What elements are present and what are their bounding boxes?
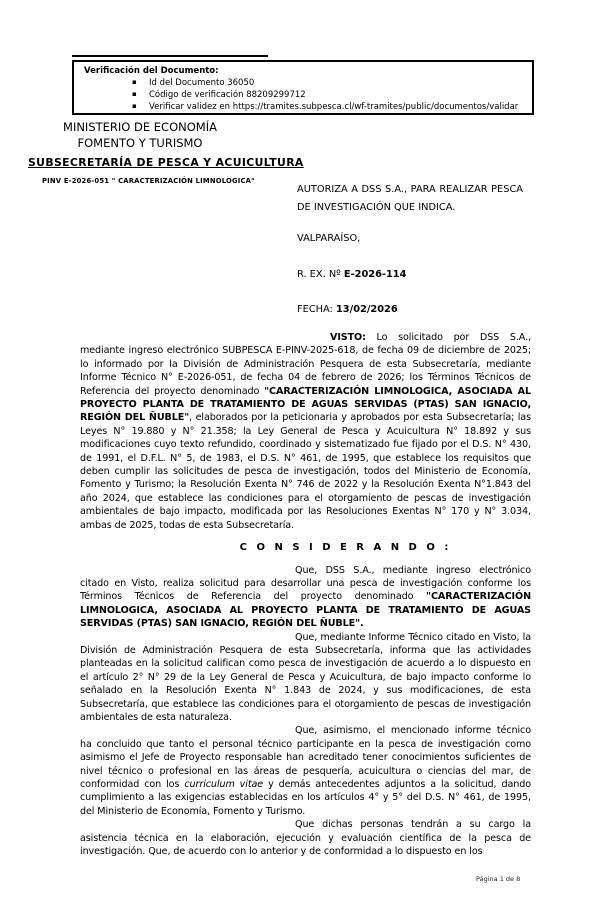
ministry-header <box>36 119 244 151</box>
subsecretaria-title: SUBSECRETARÍA DE PESCA Y ACUICULTURA <box>28 156 304 169</box>
resolution-subject: AUTORIZA A DSS S.A., PARA REALIZAR PESCA DE INVESTIGACIÓN QUE INDICA. <box>297 184 523 213</box>
verification-box <box>72 60 534 115</box>
top-rule-line <box>72 55 268 57</box>
verification-item-id-text: Id del Documento 36050 <box>149 78 255 88</box>
verification-item-url <box>132 101 524 113</box>
ministry-line2: FOMENTO Y TURISMO <box>77 136 203 150</box>
verification-item-id <box>132 77 524 89</box>
bullet-square-icon: ▪ <box>132 78 137 86</box>
ministry-line1: MINISTERIO DE ECONOMÍA <box>63 120 217 134</box>
considerando-paragraph-4: Que dichas personas tendrán a su cargo la asistencia técnica en la elaboración, ejecución y evaluación científica de la pesca de investigación. Que, de acuerdo con lo anterior y de conformidad a lo dispuesto en los <box>80 819 531 858</box>
project-reference: PINV E-2026-051 " CARACTERIZACIÓN LIMNOLOGICA" <box>42 177 255 185</box>
bullet-square-icon: ▪ <box>132 90 137 98</box>
resolution-number-label: R. EX. Nº <box>297 269 344 280</box>
document-body <box>80 331 531 858</box>
visto-paragraph: VISTO: Lo solicitado por DSS S.A., mediante ingreso electrónico SUBPESCA E-PINV-2025-618, de fecha 09 de diciembre de 2025; lo informado por la División de Administración Pesquera de esta Subsecretaría, mediante Informe Técnico N° E-2026-051, de fecha 04 de febrero de 2026; los Términos Técnicos de Referencia del proyecto denominado "CARACTERIZACIÓN LIMNOLOGICA, ASOCIADA AL PROYECTO PLANTA DE TRATAMIENTO DE AGUAS SERVIDAS (PTAS) SAN IGNACIO, REGIÓN DEL ÑUBLE", elaborados por la peticionaria y aprobados por esta Subsecretaría; las Leyes N° 19.880 y N° 21.358; la Ley General de Pesca y Acuicultura N° 18.892 y sus modificaciones cuyo texto refundido, coordinado y sistematizado fue fijado por el D.S. N° 430, de 1991, el D.F.L. N° 5, de 1983, el D.S. N° 461, de 1995, que establece los requisitos que deben cumplir las solicitudes de pesca de investigación, todos del Ministerio de Economía, Fomento y Turismo; la Resolución Exenta N° 746 de 2022 y la Resolución Exenta N°1.843 del año 2024, que establece las condiciones para el otorgamiento de pescas de investigación ambientales de bajo impacto, modificada por las Resoluciones Exentas N° 170 y N° 3.034, ambas de 2025, todas de esta Subsecretaría. <box>80 332 531 531</box>
verification-item-code <box>132 89 524 101</box>
verification-url-text: Verificar validez en https://tramites.subpesca.cl/wf-tramites/public/documentos/validar <box>149 102 519 112</box>
considerando-paragraph-2: Que, mediante Informe Técnico citado en Visto, la División de Administración Pesquera de esta Subsecretaría, informa que las actividades planteadas en la solicitud califican como pesca de investigación de acuerdo a lo dispuesto en el artículo 2° N° 29 de la Ley General de Pesca y Acuicultura, de bajo impacto conforme lo señalado en la Resolución Exenta N° 1.843 de 2024, y sus modificaciones, de esta Subsecretaría, que establece las condiciones para el otorgamiento de pescas de investigación ambientales de esta naturaleza. <box>80 631 531 723</box>
considerando-paragraph-1: Que, DSS S.A., mediante ingreso electrónico citado en Visto, realiza solicitud para desarrollar una pesca de investigación conforme los Términos Técnicos de Referencia del proyecto denominado "CARACTERIZACIÓN LIMNOLOGICA, ASOCIADA AL PROYECTO PLANTA DE TRATAMIENTO DE AGUAS SERVIDAS (PTAS) SAN IGNACIO, REGIÓN DEL ÑUBLE". <box>80 564 531 630</box>
verification-item-code-text: Código de verificación 88209299712 <box>149 90 306 100</box>
page-number: Página 1 de 8 <box>476 875 521 883</box>
considerando-heading: C O N S I D E R A N D O : <box>239 542 452 554</box>
resolution-date-label: FECHA: <box>297 304 336 315</box>
considerando-paragraph-3: Que, asimismo, el mencionado informe técnico ha concluido que tanto el personal técnico participante en la pesca de investigación como asimismo el Jefe de Proyecto responsable han acreditado tener conocimientos suficientes de nivel técnico o profesional en las áreas de pesquería, acuicultura o ciencias del mar, de conformidad con los curriculum vitae y demás antecedentes adjuntos a la solicitud, dando cumplimiento a las exigencias establecidas en los artículos 4° y 5° del D.S. N° 461, de 1995, del Ministerio de Economía, Fomento y Turismo. <box>80 725 531 817</box>
resolution-number <box>297 269 406 280</box>
resolution-date <box>297 304 398 315</box>
city-line: VALPARAÍSO, <box>297 233 361 244</box>
resolution-number-value: E-2026-114 <box>343 269 407 280</box>
resolution-date-value: 13/02/2026 <box>335 304 398 315</box>
verification-title: Verificación del Documento: <box>84 66 219 76</box>
bullet-square-icon: ▪ <box>132 102 137 110</box>
